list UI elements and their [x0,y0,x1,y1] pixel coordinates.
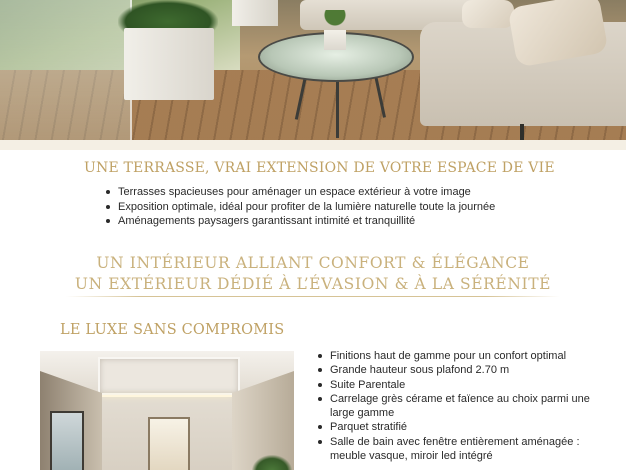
list-item: Exposition optimale, idéal pour profiter de la lumière naturelle toute la journée [104,200,584,215]
indoor-plant [252,455,292,470]
sofa-leg [520,124,524,140]
luxe-heading: LE LUXE SANS COMPROMIS [60,322,285,338]
terrace-bullet-list [104,185,584,229]
ceiling-light [102,395,232,397]
glass-railing [0,0,132,140]
list-item: Finitions haut de gamme pour un confort optimal [316,349,596,363]
list-item: Terrasses spacieuses pour aménager un espace extérieur à votre image [104,185,584,200]
list-item: Aménagements paysagers garantissant intimité et tranquillité [104,214,584,229]
planter-box [124,28,214,100]
photo-bottom-band [0,140,626,150]
slogan-line-1: UN INTÉRIEUR ALLIANT CONFORT & ÉLÉGANCE [96,254,530,272]
cushion [462,0,514,28]
luxe-bullet-list [316,349,596,463]
potted-plant [322,10,348,50]
list-item: Salle de bain avec fenêtre entièrement aménagée : meuble vasque, miroir led intégré [316,435,596,464]
window [50,411,84,470]
list-item: Carrelage grès cérame et faïence au choix parmi une large gamme [316,392,596,421]
interior-photo [40,351,294,470]
list-item: Parquet stratifié [316,420,596,434]
ceiling-panel [98,357,240,395]
terrace-photo [0,0,626,140]
slogan-line-2: UN EXTÉRIEUR DÉDIÉ À L’ÉVASION & À LA SÉRÉNITÉ [74,275,552,293]
table-leg [336,76,339,138]
list-item: Suite Parentale [316,378,596,392]
doorway [148,417,190,470]
list-item: Grande hauteur sous plafond 2.70 m [316,363,596,377]
gold-divider [66,296,560,297]
planter-box-small [232,0,278,26]
terrace-heading: UNE TERRASSE, VRAI EXTENSION DE VOTRE ESPACE DE VIE [84,160,555,176]
